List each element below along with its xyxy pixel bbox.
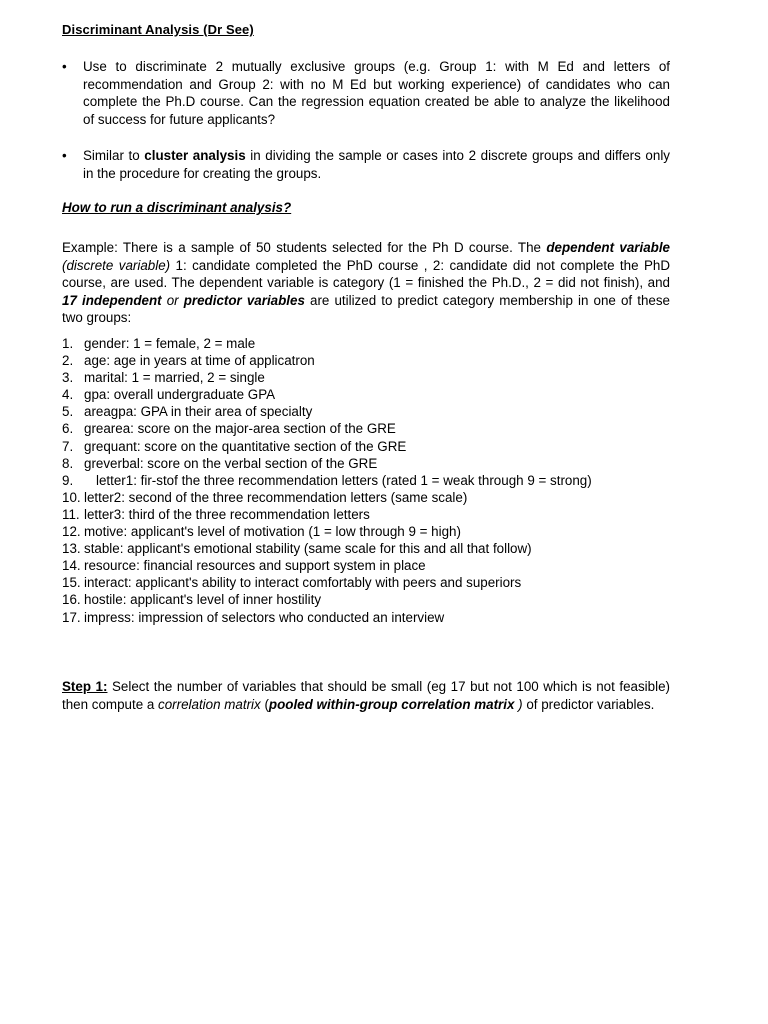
bullet-item-purpose bbox=[62, 58, 670, 128]
list-item bbox=[62, 438, 670, 455]
list-text: greverbal: score on the verbal section of the GRE bbox=[84, 455, 378, 471]
list-number: 1. bbox=[62, 336, 74, 351]
list-number: 16. bbox=[62, 592, 81, 608]
list-item bbox=[62, 386, 670, 403]
text-run: Select the number of variables that should be small (eg 17 but not 100 which is not feasible) then compute a bbox=[62, 679, 670, 712]
list-item bbox=[62, 557, 670, 574]
bullet-icon: • bbox=[62, 59, 67, 74]
bold-term: predictor variables bbox=[183, 292, 305, 308]
text-run: Example: There is a sample of 50 students selected for the Ph D course. The bbox=[62, 240, 547, 255]
list-text: letter1: fir-stof the three recommendation letters (rated 1 = weak through 9 = strong) bbox=[96, 472, 592, 488]
list-item bbox=[62, 574, 670, 591]
list-item bbox=[62, 335, 670, 352]
italic-term: ) bbox=[514, 696, 523, 712]
predictor-variable-list bbox=[62, 335, 670, 626]
list-item bbox=[62, 506, 670, 523]
list-text: impress: impression of selectors who conducted an interview bbox=[84, 609, 445, 625]
list-number: 8. bbox=[62, 455, 74, 471]
list-number: 11. bbox=[62, 506, 80, 522]
list-item bbox=[62, 523, 670, 540]
bold-term: cluster analysis bbox=[144, 148, 246, 163]
list-text: resource: financial resources and support system in place bbox=[84, 558, 426, 574]
list-text: interact: applicant's ability to interact comfortably with peers and superiors bbox=[84, 575, 522, 591]
list-item bbox=[62, 369, 670, 386]
list-item bbox=[62, 420, 670, 437]
list-text: age: age in years at time of applicatron bbox=[84, 353, 315, 369]
list-text: areagpa: GPA in their area of specialty bbox=[84, 404, 313, 420]
text-run: in dividing the sample or cases into 2 discrete groups and differs only in the procedure for creating the groups. bbox=[83, 148, 670, 181]
text-run: Similar to bbox=[83, 148, 145, 163]
bold-term: pooled within-group correlation matrix bbox=[268, 696, 515, 712]
list-text: motive: applicant's level of motivation (1 = low through 9 = high) bbox=[84, 524, 461, 540]
text-run: ( bbox=[260, 696, 269, 712]
list-item bbox=[62, 591, 670, 608]
section-heading: How to run a discriminant analysis? bbox=[62, 200, 292, 215]
list-number: 10. bbox=[62, 489, 81, 505]
bold-term: 17 independent bbox=[62, 292, 162, 308]
bold-term: dependent variable bbox=[546, 240, 670, 255]
list-text: grearea: score on the major-area section of the GRE bbox=[84, 421, 396, 437]
step-label: Step 1: bbox=[62, 679, 108, 694]
list-item bbox=[62, 609, 670, 626]
italic-term: correlation matrix bbox=[158, 696, 261, 712]
list-number: 5. bbox=[62, 404, 74, 420]
list-text: gender: 1 = female, 2 = male bbox=[84, 336, 256, 351]
list-number: 3. bbox=[62, 370, 74, 386]
text-run: of predictor variables. bbox=[522, 696, 655, 712]
bullet-text bbox=[83, 147, 670, 182]
list-text: gpa: overall undergraduate GPA bbox=[84, 387, 276, 403]
list-text: letter3: third of the three recommendation letters bbox=[84, 506, 370, 522]
list-number: 6. bbox=[62, 421, 74, 437]
bullet-text: Use to discriminate 2 mutually exclusive groups (e.g. Group 1: with M Ed and letters of recommendation and Group 2: with no M Ed but working experience) of candidates who can complete the Ph.D course. Can the regression equation created be able to analyze the likelihood of success for future applicants? bbox=[83, 59, 670, 127]
list-number: 12. bbox=[62, 524, 81, 540]
step1-paragraph bbox=[62, 678, 670, 713]
list-item bbox=[62, 455, 670, 472]
list-number: 15. bbox=[62, 575, 81, 591]
list-number: 17. bbox=[62, 609, 81, 625]
list-number: 2. bbox=[62, 353, 74, 369]
list-text: hostile: applicant's level of inner hostility bbox=[84, 592, 322, 608]
list-text: marital: 1 = married, 2 = single bbox=[84, 370, 265, 386]
bullet-icon: • bbox=[62, 148, 67, 163]
document-title: Discriminant Analysis (Dr See) bbox=[62, 22, 254, 37]
text-run: 1: candidate completed the PhD course , 2: candidate did not complete the PhD course, are used. The dependent variable is category (1 = finished the Ph.D., 2 = did not finish), and bbox=[62, 257, 670, 290]
list-item bbox=[62, 352, 670, 369]
bullet-item-similarity bbox=[62, 147, 670, 182]
list-text: grequant: score on the quantitative section of the GRE bbox=[84, 438, 407, 454]
list-number: 9. bbox=[62, 472, 74, 488]
example-paragraph bbox=[62, 239, 670, 327]
list-text: letter2: second of the three recommendation letters (same scale) bbox=[84, 489, 468, 505]
list-text: stable: applicant's emotional stability (same scale for this and all that follow) bbox=[84, 541, 532, 557]
list-number: 13. bbox=[62, 541, 81, 557]
list-number: 4. bbox=[62, 387, 74, 403]
list-item bbox=[62, 472, 670, 489]
list-number: 14. bbox=[62, 558, 81, 574]
list-item bbox=[62, 540, 670, 557]
italic-term: or bbox=[161, 292, 184, 308]
list-item bbox=[62, 489, 670, 506]
list-number: 7. bbox=[62, 438, 74, 454]
list-item bbox=[62, 403, 670, 420]
text-run: are utilized to predict category membership in one of these two groups: bbox=[62, 292, 670, 325]
italic-term: (discrete variable) bbox=[62, 257, 171, 273]
